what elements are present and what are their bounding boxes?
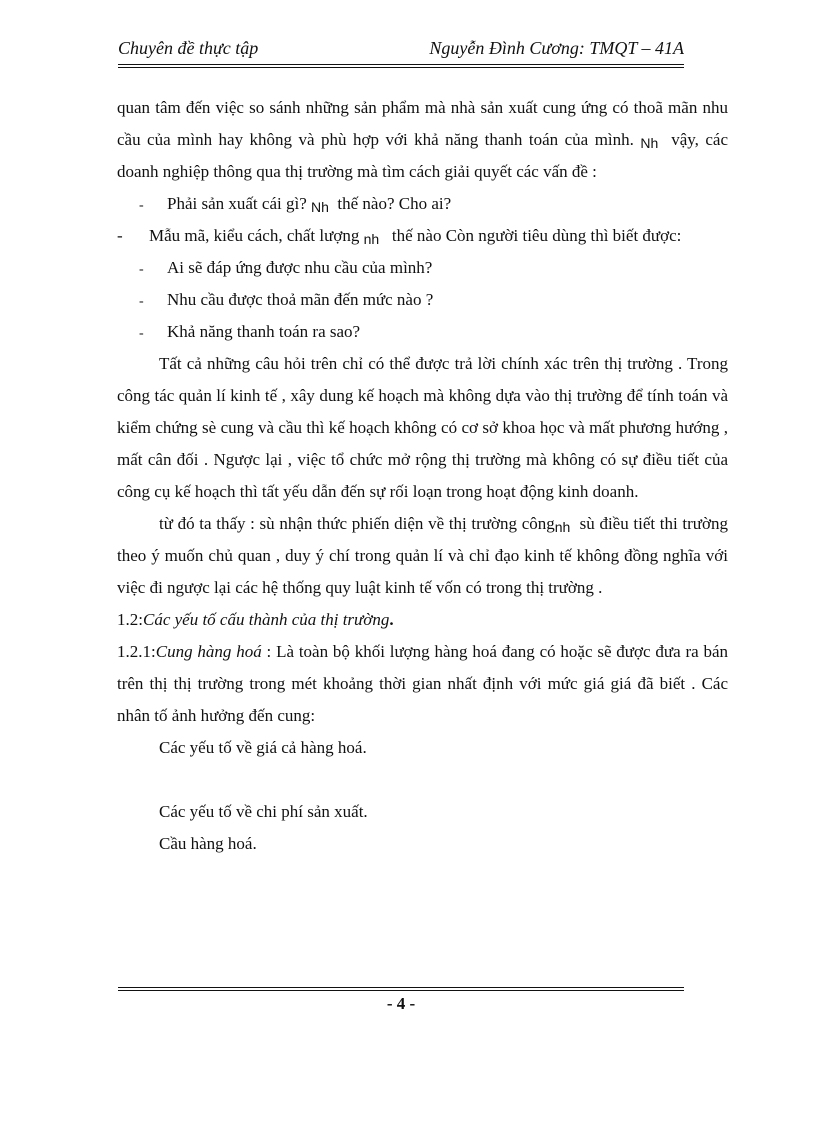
paragraph-1-text-b: vậy, các doanh nghiệp thông qua thị trường mà tìm cách giải quyết các vấn đề : bbox=[117, 130, 728, 181]
paragraph-2: Tất cả những câu hỏi trên chỉ có thể được trả lời chính xác trên thị trường . Trong công tác quản lí kinh tế , xây dung kế hoạch mà không dựa vào thị trường để tính toán và kiểm chứng sè cung và cầu thì kế hoạch không có cơ sở khoa học và mất phương hướng , mất cân đối . Ngược lại , việc tổ chức mở rộng thị trường mà không có sự điều tiết của công cụ kế hoạch thì tất yếu dẫn đến sự rối loạn trong hoạt động kinh doanh. bbox=[117, 354, 728, 501]
list-item-1-marker: - bbox=[139, 198, 144, 213]
page-number: - 4 - bbox=[386, 994, 416, 1013]
section-heading-1-2-1-number: 1.2.1: bbox=[117, 642, 156, 661]
paragraph-1-nh: Nh bbox=[640, 135, 659, 151]
section-heading-1-2-title: Các yếu tố cấu thành của thị trường bbox=[142, 610, 390, 629]
blank-line bbox=[117, 764, 728, 796]
factor-line-3: Cầu hàng hoá. bbox=[159, 834, 257, 853]
list-item-2 bbox=[117, 220, 728, 252]
list-item-4 bbox=[117, 284, 728, 316]
list-item-3-text: Ai sẽ đáp ứng được nhu cầu của mình? bbox=[167, 258, 433, 277]
paragraph-1-text-a: quan tâm đến việc so sánh những sản phẩm mà nhà sản xuất cung ứng có thoã mãn nhu cầu của mình hay không và phù hợp với khả năng thanh toán của mình. bbox=[117, 98, 728, 149]
list-item-1 bbox=[117, 188, 728, 220]
footer-rule-2 bbox=[118, 990, 684, 991]
header-left-title: Chuyên đề thực tập bbox=[118, 38, 259, 58]
list-item-5-text: Khả năng thanh toán ra sao? bbox=[167, 322, 361, 341]
factor-line-2: Các yếu tố về chi phí sản xuất. bbox=[159, 802, 368, 821]
header-right-author: Nguyễn Đình Cương: TMQT – 41A bbox=[429, 38, 684, 58]
section-heading-1-2-1-title: Cung hàng hoá bbox=[155, 642, 262, 661]
list-item-5-marker: - bbox=[139, 326, 144, 341]
section-1-2-1-text: : Là toàn bộ khối lượng hàng hoá đang có hoặc sẽ được đưa ra bán trên thị thị trường trong mét khoảng thời gian nhất định với mức giá giá đã biết . Các nhân tố ảnh hưởng đến cung: bbox=[117, 642, 729, 725]
list-item-3 bbox=[117, 252, 728, 284]
list-item-2-text-a: Mẫu mã, kiểu cách, chất lượng bbox=[149, 226, 360, 245]
list-item-4-marker: - bbox=[139, 294, 144, 309]
list-item-5 bbox=[117, 316, 728, 348]
header-rule-2 bbox=[118, 67, 684, 68]
page-body bbox=[117, 92, 728, 860]
factor-line-1: Các yếu tố về giá cả hàng hoá. bbox=[159, 738, 367, 757]
section-1-2-1 bbox=[117, 636, 728, 732]
list-item-2-nh: nh bbox=[363, 231, 380, 247]
paragraph-3-text-a: từ đó ta thấy : sù nhận thức phiến diện về thị trường công bbox=[159, 514, 555, 533]
list-item-4-text: Nhu cầu được thoả mãn đến mức nào ? bbox=[167, 290, 434, 309]
section-heading-1-2-number: 1.2: bbox=[117, 610, 143, 629]
list-item-3-marker: - bbox=[139, 262, 144, 277]
footer-rule-1 bbox=[118, 987, 684, 988]
paragraph-3-text-b: sù điều tiết thi trường theo ý muốn chủ quan , duy ý chí trong quản lí và chỉ đạo kinh tế không đồng nghĩa với việc đi ngược lại các hệ thống quy luật kinh tế vốn có trong thị trường . bbox=[117, 514, 728, 597]
paragraph-3-nh: nh bbox=[554, 519, 571, 535]
list-item-1-text-a: Phải sản xuất cái gì? bbox=[167, 194, 307, 213]
section-heading-1-2 bbox=[117, 604, 728, 636]
list-item-1-text-b: thế nào? Cho ai? bbox=[337, 194, 452, 213]
section-heading-1-2-dot: . bbox=[389, 610, 394, 629]
paragraph-1 bbox=[117, 92, 728, 188]
paragraph-3 bbox=[117, 508, 728, 604]
list-item-2-marker: - bbox=[117, 226, 123, 245]
list-item-1-nh: Nh bbox=[311, 199, 329, 215]
list-item-2-text-b: thế nào Còn người tiêu dùng thì biết được: bbox=[391, 226, 682, 245]
page-header bbox=[118, 38, 684, 62]
header-rule-1 bbox=[118, 64, 684, 65]
